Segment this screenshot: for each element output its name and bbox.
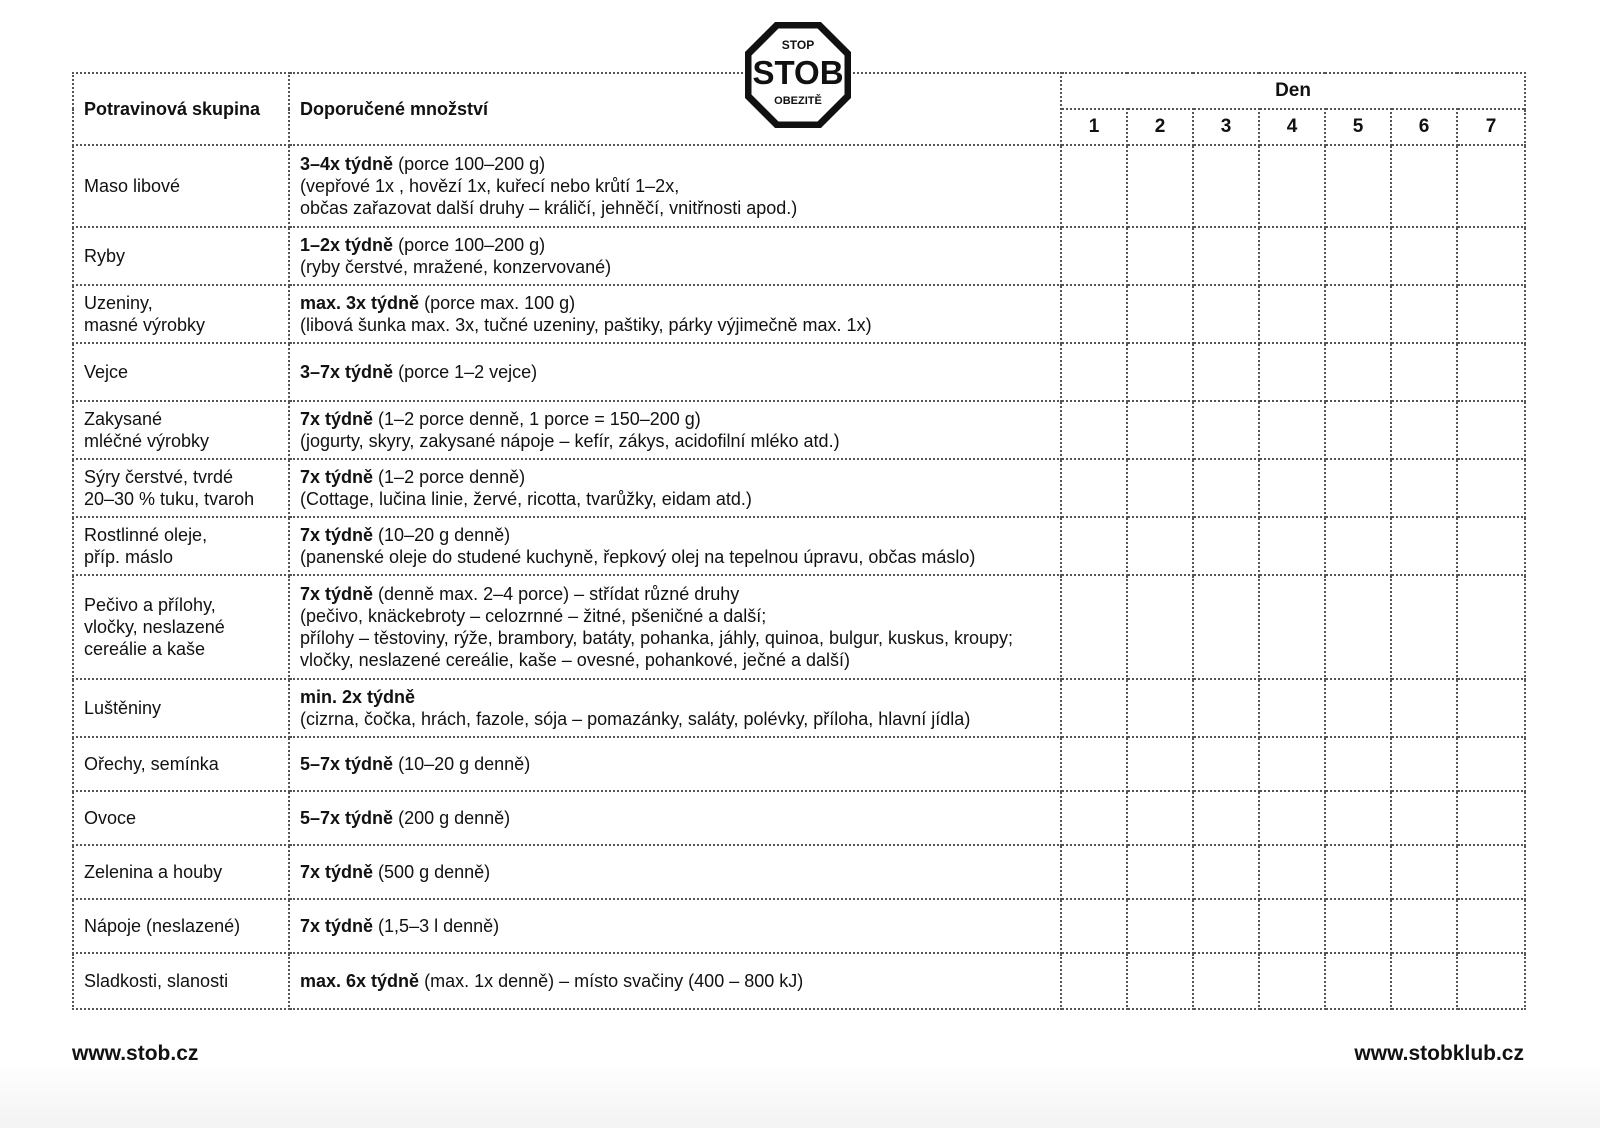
table-row [73, 791, 1525, 845]
food-group-name: mléčné výrobky [84, 431, 210, 451]
food-group-name: Vejce [84, 362, 129, 382]
frequency-text: 7x týdně [300, 916, 374, 936]
food-group-cell [73, 401, 289, 459]
header-food-group: Potravinová skupina [73, 73, 289, 145]
day-number-header: 1 [1061, 109, 1127, 145]
day-checkbox-cell[interactable] [1391, 679, 1457, 737]
day-checkbox-cell[interactable] [1259, 791, 1325, 845]
table-row [73, 343, 1525, 401]
food-group-name: Ovoce [84, 808, 137, 828]
recommended-amount-cell [289, 899, 1061, 953]
day-checkbox-cell[interactable] [1325, 791, 1391, 845]
day-checkbox-cell[interactable] [1457, 343, 1525, 401]
day-checkbox-cell[interactable] [1127, 899, 1193, 953]
food-group-name: Maso libové [84, 176, 181, 196]
food-group-name: příp. máslo [84, 547, 174, 567]
day-number-header: 4 [1259, 109, 1325, 145]
day-checkbox-cell[interactable] [1127, 575, 1193, 679]
day-checkbox-cell[interactable] [1457, 737, 1525, 791]
day-checkbox-cell[interactable] [1457, 575, 1525, 679]
food-group-name: Luštěniny [84, 698, 162, 718]
day-checkbox-cell[interactable] [1391, 517, 1457, 575]
table-row [73, 845, 1525, 899]
day-checkbox-cell[interactable] [1061, 401, 1127, 459]
frequency-text: 7x týdně [300, 584, 374, 604]
day-checkbox-cell[interactable] [1127, 401, 1193, 459]
day-checkbox-cell[interactable] [1325, 899, 1391, 953]
day-checkbox-cell[interactable] [1325, 679, 1391, 737]
detail-text: (jogurty, skyry, zakysané nápoje – kefír, zákys, acidofilní mléko atd.) [300, 431, 840, 451]
food-group-cell [73, 575, 289, 679]
day-checkbox-cell[interactable] [1061, 845, 1127, 899]
day-checkbox-cell[interactable] [1391, 791, 1457, 845]
day-checkbox-cell[interactable] [1259, 401, 1325, 459]
page-background-fade [0, 1060, 1600, 1128]
day-checkbox-cell[interactable] [1259, 845, 1325, 899]
day-checkbox-cell[interactable] [1127, 737, 1193, 791]
frequency-text: 3–7x týdně [300, 362, 394, 382]
food-group-name: Zakysané [84, 409, 163, 429]
frequency-text: max. 6x týdně [300, 971, 420, 991]
recommended-amount-cell [289, 791, 1061, 845]
day-checkbox-cell[interactable] [1457, 285, 1525, 343]
food-group-name: masné výrobky [84, 315, 206, 335]
day-checkbox-cell[interactable] [1127, 145, 1193, 227]
day-checkbox-cell[interactable] [1259, 575, 1325, 679]
detail-text: (ryby čerstvé, mražené, konzervované) [300, 257, 612, 277]
day-checkbox-cell[interactable] [1127, 953, 1193, 1009]
day-checkbox-cell[interactable] [1391, 285, 1457, 343]
table-row [73, 459, 1525, 517]
day-checkbox-cell[interactable] [1259, 737, 1325, 791]
day-checkbox-cell[interactable] [1325, 401, 1391, 459]
frequency-text: 7x týdně [300, 525, 374, 545]
day-checkbox-cell[interactable] [1061, 953, 1127, 1009]
recommended-amount-cell [289, 517, 1061, 575]
table-row [73, 899, 1525, 953]
day-checkbox-cell[interactable] [1193, 679, 1259, 737]
recommended-amount-cell [289, 953, 1061, 1009]
food-group-name: Uzeniny, [84, 293, 153, 313]
day-checkbox-cell[interactable] [1061, 679, 1127, 737]
food-group-name: Rostlinné oleje, [84, 525, 208, 545]
day-checkbox-cell[interactable] [1193, 517, 1259, 575]
day-checkbox-cell[interactable] [1193, 285, 1259, 343]
detail-text: (cizrna, čočka, hrách, fazole, sója – pomazánky, saláty, polévky, příloha, hlavní jídla) [300, 709, 971, 729]
frequency-text: 7x týdně [300, 862, 374, 882]
day-number-header: 6 [1391, 109, 1457, 145]
day-number-header: 2 [1127, 109, 1193, 145]
day-checkbox-cell[interactable] [1325, 227, 1391, 285]
day-checkbox-cell[interactable] [1259, 953, 1325, 1009]
food-group-name: Sýry čerstvé, tvrdé [84, 467, 234, 487]
recommended-amount-cell [289, 401, 1061, 459]
stop-sign-icon [745, 22, 851, 128]
detail-text: (vepřové 1x , hovězí 1x, kuřecí nebo krůtí 1–2x, [300, 176, 680, 196]
day-checkbox-cell[interactable] [1325, 459, 1391, 517]
food-tracker-table [72, 72, 1526, 1010]
food-group-cell [73, 343, 289, 401]
food-group-name: Sladkosti, slanosti [84, 971, 229, 991]
food-group-cell [73, 145, 289, 227]
day-checkbox-cell[interactable] [1457, 517, 1525, 575]
day-checkbox-cell[interactable] [1391, 343, 1457, 401]
day-checkbox-cell[interactable] [1127, 517, 1193, 575]
food-group-name: Pečivo a přílohy, [84, 595, 216, 615]
day-checkbox-cell[interactable] [1061, 575, 1127, 679]
day-checkbox-cell[interactable] [1391, 953, 1457, 1009]
portion-text: (porce max. 100 g) [424, 293, 576, 313]
tracker-body [73, 145, 1525, 1009]
table-row [73, 145, 1525, 227]
day-checkbox-cell[interactable] [1259, 343, 1325, 401]
detail-text: (pečivo, knäckebroty – celozrnné – žitné, pšeničné a další; [300, 606, 767, 626]
day-checkbox-cell[interactable] [1193, 845, 1259, 899]
recommended-amount-cell [289, 845, 1061, 899]
detail-text: občas zařazovat další druhy – králičí, jehněčí, vnitřnosti apod.) [300, 198, 798, 218]
logo-stob-text: STOB [752, 54, 844, 91]
food-group-cell [73, 285, 289, 343]
food-group-cell [73, 679, 289, 737]
table-row [73, 285, 1525, 343]
portion-text: (500 g denně) [378, 862, 491, 882]
header-days: Den [1061, 73, 1525, 109]
food-group-name: Nápoje (neslazené) [84, 916, 241, 936]
table-row [73, 401, 1525, 459]
day-checkbox-cell[interactable] [1127, 343, 1193, 401]
portion-text: (porce 1–2 vejce) [398, 362, 538, 382]
day-checkbox-cell[interactable] [1259, 459, 1325, 517]
recommended-amount-cell [289, 737, 1061, 791]
day-checkbox-cell[interactable] [1061, 145, 1127, 227]
detail-text: (panenské oleje do studené kuchyně, řepkový olej na tepelnou úpravu, občas máslo) [300, 547, 976, 567]
recommended-amount-cell [289, 679, 1061, 737]
day-checkbox-cell[interactable] [1325, 575, 1391, 679]
frequency-text: 7x týdně [300, 467, 374, 487]
day-checkbox-cell[interactable] [1325, 737, 1391, 791]
recommended-amount-cell [289, 343, 1061, 401]
day-checkbox-cell[interactable] [1325, 517, 1391, 575]
day-checkbox-cell[interactable] [1457, 145, 1525, 227]
day-checkbox-cell[interactable] [1193, 953, 1259, 1009]
detail-text: (libová šunka max. 3x, tučné uzeniny, paštiky, párky výjimečně max. 1x) [300, 315, 872, 335]
day-checkbox-cell[interactable] [1127, 459, 1193, 517]
stob-logo [745, 22, 851, 128]
frequency-text: 5–7x týdně [300, 808, 394, 828]
portion-text: (1–2 porce denně) [378, 467, 526, 487]
food-group-name: Ořechy, semínka [84, 754, 219, 774]
portion-text: (max. 1x denně) – místo svačiny (400 – 800 kJ) [424, 971, 804, 991]
recommended-amount-cell [289, 575, 1061, 679]
recommended-amount-cell [289, 227, 1061, 285]
day-checkbox-cell[interactable] [1193, 145, 1259, 227]
day-number-header: 3 [1193, 109, 1259, 145]
day-checkbox-cell[interactable] [1061, 227, 1127, 285]
food-group-name: Ryby [84, 246, 126, 266]
day-checkbox-cell[interactable] [1259, 227, 1325, 285]
detail-text: vločky, neslazené cereálie, kaše – ovesné, pohankové, ječné a další) [300, 650, 850, 670]
food-group-cell [73, 459, 289, 517]
day-checkbox-cell[interactable] [1457, 227, 1525, 285]
food-group-cell [73, 227, 289, 285]
detail-text: přílohy – těstoviny, rýže, brambory, batáty, pohanka, jáhly, quinoa, bulgur, kuskus, kroupy; [300, 628, 1014, 648]
day-checkbox-cell[interactable] [1391, 401, 1457, 459]
footer-link-stobklub[interactable]: www.stobklub.cz [1354, 1042, 1524, 1065]
day-checkbox-cell[interactable] [1391, 145, 1457, 227]
table-row [73, 679, 1525, 737]
food-group-name: vločky, neslazené [84, 617, 225, 637]
day-checkbox-cell[interactable] [1457, 401, 1525, 459]
day-checkbox-cell[interactable] [1391, 737, 1457, 791]
day-checkbox-cell[interactable] [1193, 401, 1259, 459]
day-checkbox-cell[interactable] [1061, 285, 1127, 343]
portion-text: (porce 100–200 g) [398, 235, 546, 255]
portion-text: (10–20 g denně) [398, 754, 531, 774]
table-row [73, 227, 1525, 285]
table-row [73, 517, 1525, 575]
table-row [73, 575, 1525, 679]
footer-link-stob[interactable]: www.stob.cz [72, 1042, 199, 1065]
day-checkbox-cell[interactable] [1259, 285, 1325, 343]
frequency-text: 3–4x týdně [300, 154, 394, 174]
day-checkbox-cell[interactable] [1127, 227, 1193, 285]
day-checkbox-cell[interactable] [1127, 791, 1193, 845]
food-group-name: cereálie a kaše [84, 639, 206, 659]
day-checkbox-cell[interactable] [1391, 575, 1457, 679]
frequency-text: 7x týdně [300, 409, 374, 429]
day-checkbox-cell[interactable] [1325, 285, 1391, 343]
food-group-name: Zelenina a houby [84, 862, 223, 882]
detail-text: (Cottage, lučina linie, žervé, ricotta, tvarůžky, eidam atd.) [300, 489, 752, 509]
day-number-header: 7 [1457, 109, 1525, 145]
day-checkbox-cell[interactable] [1127, 679, 1193, 737]
food-group-cell [73, 791, 289, 845]
day-checkbox-cell[interactable] [1193, 899, 1259, 953]
food-group-cell [73, 845, 289, 899]
frequency-text: max. 3x týdně [300, 293, 420, 313]
portion-text: (porce 100–200 g) [398, 154, 546, 174]
day-checkbox-cell[interactable] [1457, 845, 1525, 899]
food-group-cell [73, 737, 289, 791]
day-checkbox-cell[interactable] [1259, 679, 1325, 737]
day-checkbox-cell[interactable] [1193, 343, 1259, 401]
portion-text: (denně max. 2–4 porce) – střídat různé druhy [378, 584, 740, 604]
day-checkbox-cell[interactable] [1325, 145, 1391, 227]
frequency-text: 1–2x týdně [300, 235, 394, 255]
day-checkbox-cell[interactable] [1457, 899, 1525, 953]
food-group-cell [73, 517, 289, 575]
day-checkbox-cell[interactable] [1193, 227, 1259, 285]
day-checkbox-cell[interactable] [1061, 459, 1127, 517]
day-checkbox-cell[interactable] [1127, 285, 1193, 343]
food-group-name: 20–30 % tuku, tvaroh [84, 489, 255, 509]
recommended-amount-cell [289, 285, 1061, 343]
logo-obezite-text: OBEZITĚ [774, 95, 822, 107]
day-checkbox-cell[interactable] [1193, 459, 1259, 517]
day-checkbox-cell[interactable] [1457, 679, 1525, 737]
logo-stop-text: STOP [781, 38, 815, 52]
day-checkbox-cell[interactable] [1127, 845, 1193, 899]
day-checkbox-cell[interactable] [1193, 575, 1259, 679]
day-checkbox-cell[interactable] [1325, 953, 1391, 1009]
day-checkbox-cell[interactable] [1193, 737, 1259, 791]
day-checkbox-cell[interactable] [1259, 899, 1325, 953]
table-row [73, 737, 1525, 791]
day-checkbox-cell[interactable] [1193, 791, 1259, 845]
food-group-cell [73, 953, 289, 1009]
day-checkbox-cell[interactable] [1457, 459, 1525, 517]
portion-text: (10–20 g denně) [378, 525, 511, 545]
day-checkbox-cell[interactable] [1457, 953, 1525, 1009]
day-checkbox-cell[interactable] [1061, 899, 1127, 953]
portion-text: (200 g denně) [398, 808, 511, 828]
header-recommended-amount: Doporučené množství [289, 73, 1061, 145]
day-checkbox-cell[interactable] [1391, 899, 1457, 953]
day-checkbox-cell[interactable] [1061, 517, 1127, 575]
portion-text: (1,5–3 l denně) [378, 916, 500, 936]
table-row [73, 953, 1525, 1009]
day-checkbox-cell[interactable] [1325, 343, 1391, 401]
recommended-amount-cell [289, 145, 1061, 227]
day-number-header: 5 [1325, 109, 1391, 145]
food-group-cell [73, 899, 289, 953]
frequency-text: 5–7x týdně [300, 754, 394, 774]
day-checkbox-cell[interactable] [1391, 227, 1457, 285]
day-checkbox-cell[interactable] [1391, 459, 1457, 517]
day-checkbox-cell[interactable] [1061, 343, 1127, 401]
day-checkbox-cell[interactable] [1061, 791, 1127, 845]
recommended-amount-cell [289, 459, 1061, 517]
day-checkbox-cell[interactable] [1325, 845, 1391, 899]
day-checkbox-cell[interactable] [1391, 845, 1457, 899]
day-checkbox-cell[interactable] [1259, 517, 1325, 575]
day-checkbox-cell[interactable] [1061, 737, 1127, 791]
frequency-text: min. 2x týdně [300, 687, 416, 707]
day-checkbox-cell[interactable] [1457, 791, 1525, 845]
portion-text: (1–2 porce denně, 1 porce = 150–200 g) [378, 409, 701, 429]
day-checkbox-cell[interactable] [1259, 145, 1325, 227]
